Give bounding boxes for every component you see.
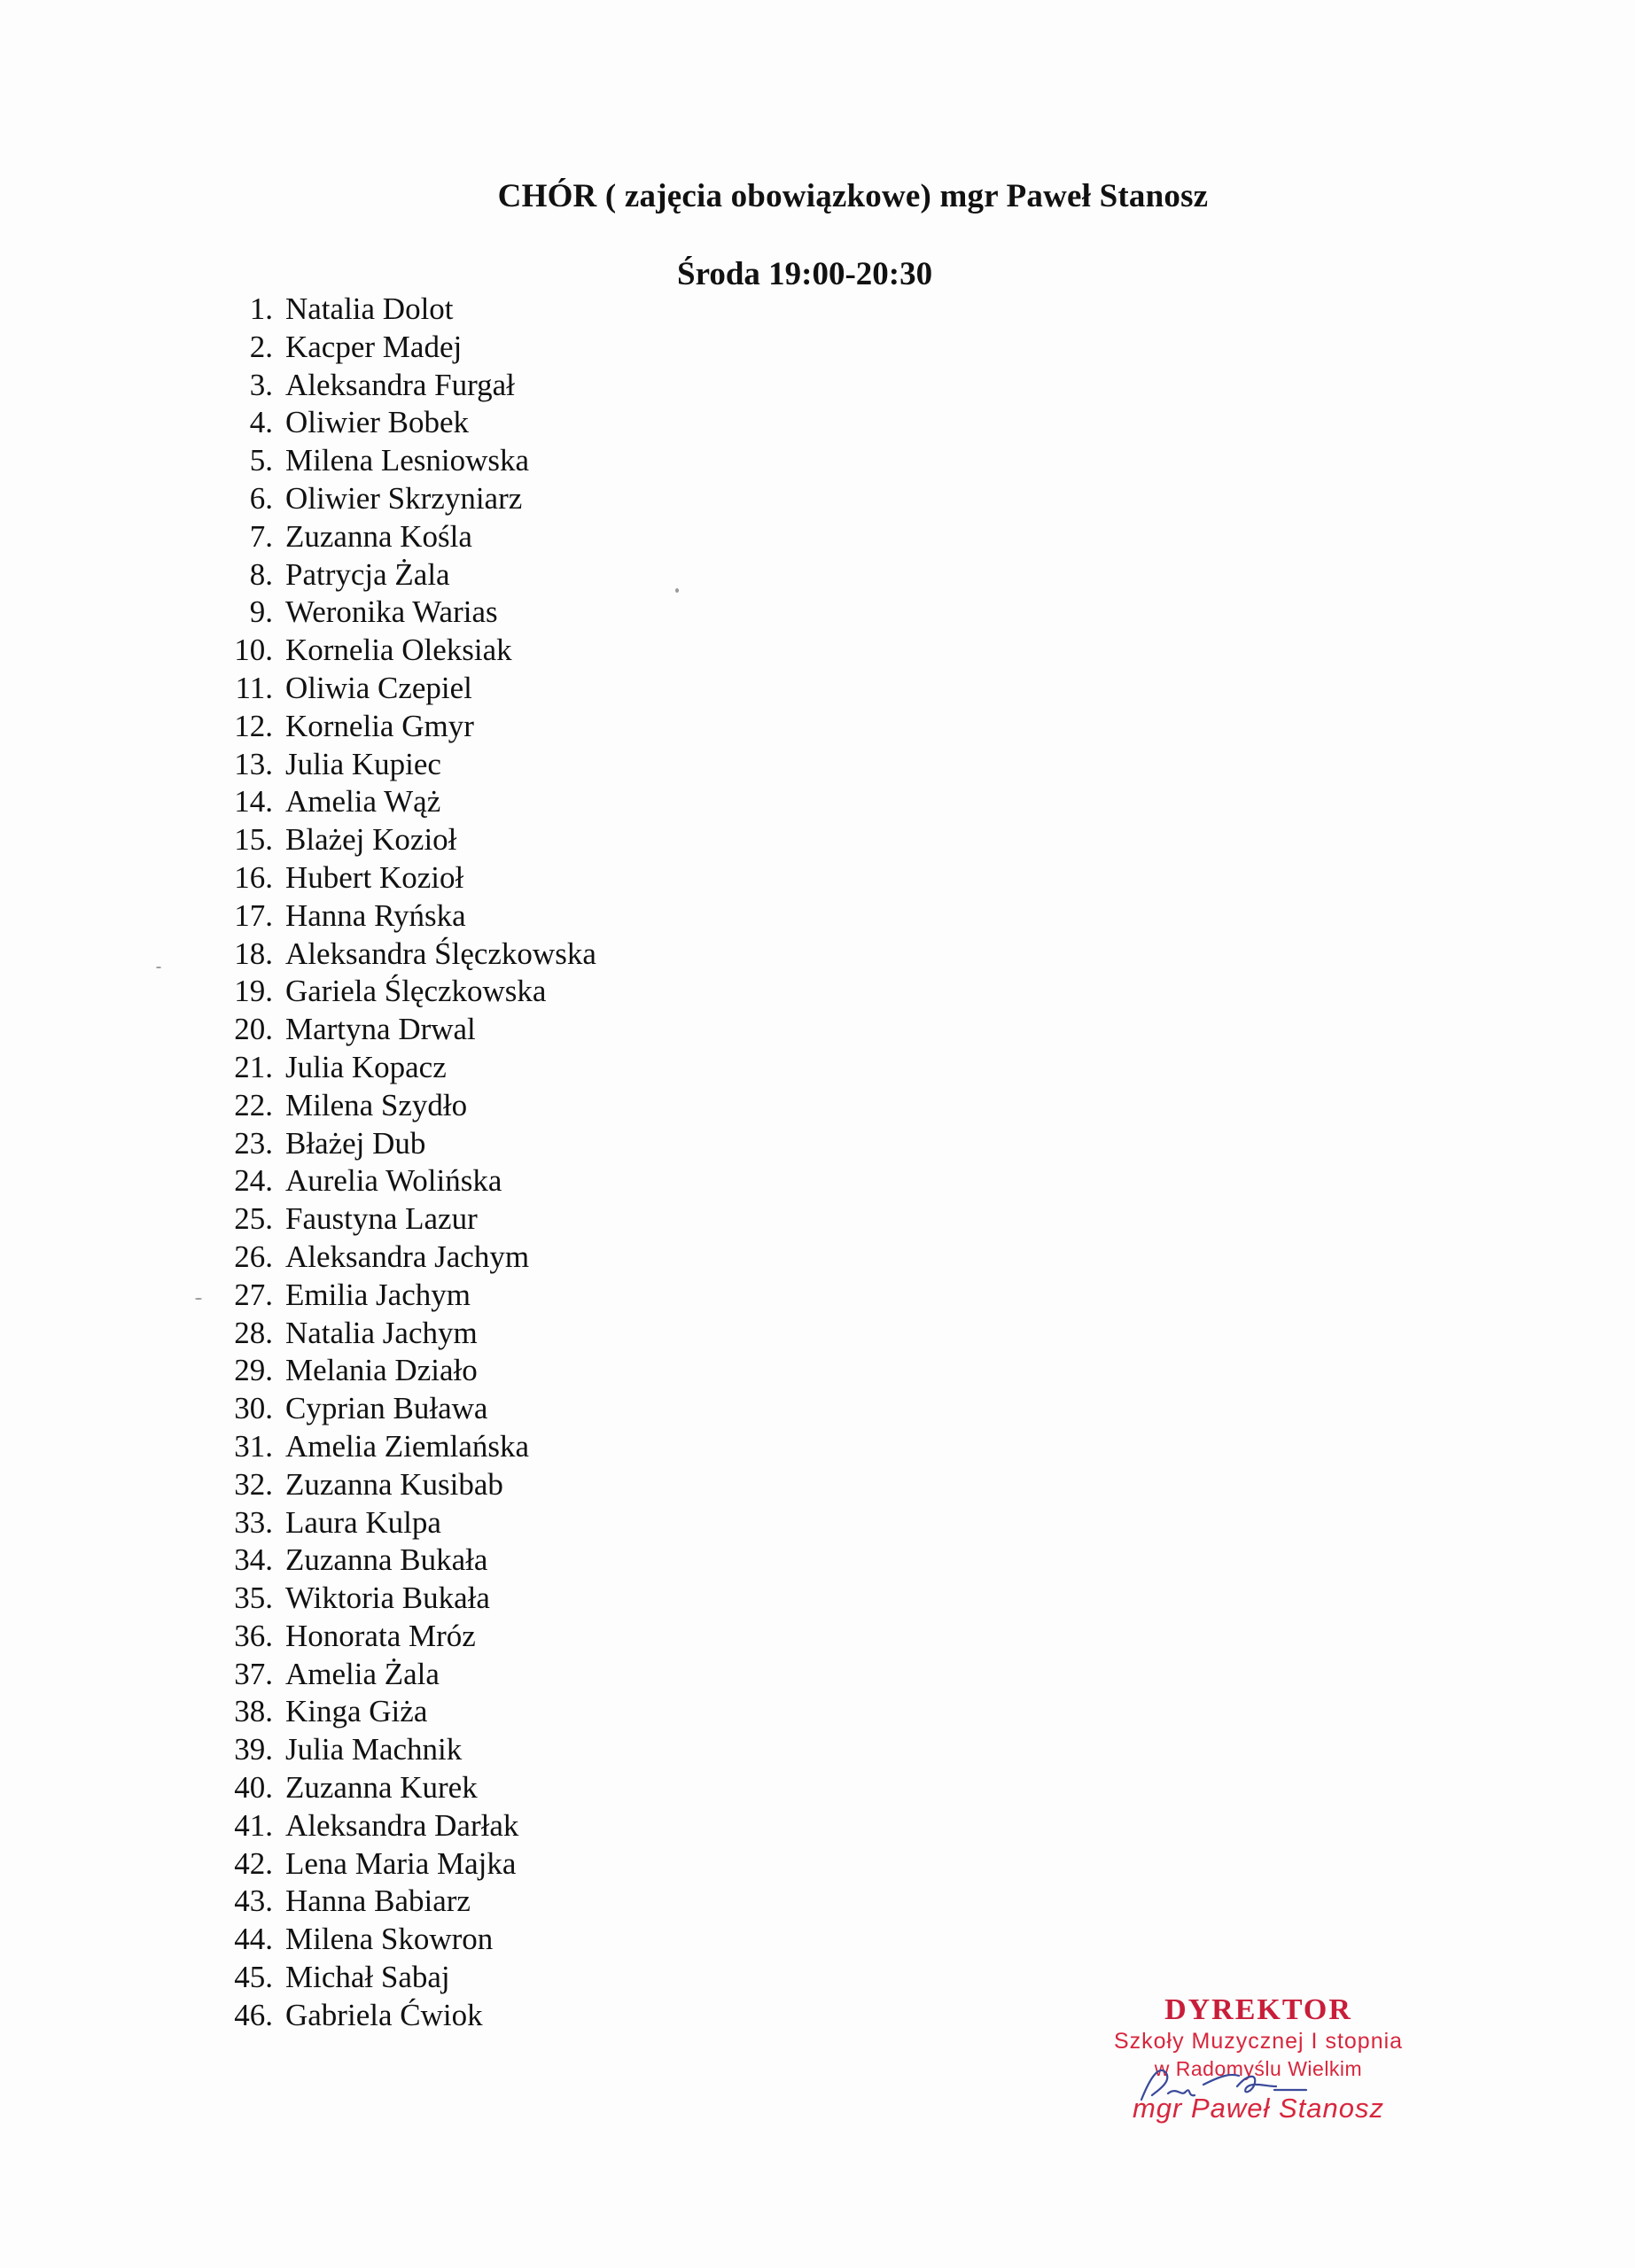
document-title: CHÓR ( zajęcia obowiązkowe) mgr Paweł Stanosz (497, 178, 1209, 214)
list-item-number: 23. (234, 1125, 273, 1161)
student-name: Emilia Jachym (285, 1277, 471, 1312)
list-item-number: 27. (234, 1277, 273, 1312)
list-item-number: 22. (234, 1087, 273, 1122)
list-item-number: 3. (249, 367, 273, 402)
list-item-number: 9. (249, 594, 273, 630)
list-item (213, 1162, 596, 1200)
student-name: Gariela Ślęczkowska (285, 974, 547, 1009)
list-item (213, 1504, 596, 1542)
list-item (213, 1239, 596, 1277)
list-item (213, 1731, 596, 1769)
list-item-number: 19. (234, 974, 273, 1009)
list-item-number: 5. (249, 443, 273, 478)
list-item (213, 1883, 596, 1921)
list-item-number: 35. (234, 1581, 273, 1616)
list-item-number: 13. (234, 746, 273, 781)
list-item-number: 4. (249, 405, 273, 440)
list-item (213, 1352, 596, 1390)
student-name: Aleksandra Jachym (285, 1239, 530, 1274)
list-item (213, 708, 596, 746)
student-list (213, 291, 596, 2035)
student-name: Milena Szydło (285, 1087, 468, 1122)
list-item (213, 442, 596, 480)
stamp-school-line: Szkoły Muzycznej I stopnia (1113, 2029, 1404, 2054)
list-item-number: 10. (234, 633, 273, 668)
list-item-number: 45. (234, 1960, 273, 1995)
list-item-number: 20. (234, 1012, 273, 1047)
student-name: Weronika Warias (285, 594, 498, 630)
list-item (213, 936, 596, 974)
list-item-number: 16. (234, 859, 273, 895)
list-item-number: 25. (234, 1201, 273, 1237)
student-name: Aleksandra Darłak (285, 1807, 519, 1843)
list-item-number: 43. (234, 1884, 273, 1919)
student-name: Natalia Jachym (285, 1315, 478, 1350)
list-item (213, 1428, 596, 1466)
list-item (213, 329, 596, 367)
student-name: Julia Kopacz (285, 1049, 447, 1084)
list-item (213, 594, 596, 632)
student-name: Amelia Żala (285, 1656, 440, 1691)
handwritten-signature (1133, 2060, 1310, 2113)
schedule-text: Środa 19:00-20:30 (677, 256, 933, 292)
list-item (213, 1542, 596, 1580)
list-item (213, 1011, 596, 1049)
list-item (213, 518, 596, 556)
list-item (213, 1580, 596, 1618)
list-item (213, 1466, 596, 1504)
scan-speck (156, 967, 161, 968)
student-name: Michał Sabaj (285, 1960, 450, 1995)
list-item-number: 40. (234, 1770, 273, 1806)
student-name: Aleksandra Furgał (285, 367, 515, 402)
student-name: Błażej Dub (285, 1125, 426, 1161)
list-item-number: 30. (234, 1391, 273, 1426)
student-name: Zuzanna Bukała (285, 1542, 488, 1578)
student-name: Aurelia Wolińska (285, 1163, 502, 1199)
student-name: Oliwia Czepiel (285, 670, 472, 705)
student-name: Gabriela Ćwiok (285, 1997, 483, 2032)
student-name: Zuzanna Kurek (285, 1770, 478, 1806)
list-item (213, 1390, 596, 1428)
student-name: Zuzanna Kośla (285, 518, 472, 554)
list-item (213, 1618, 596, 1656)
student-name: Kornelia Oleksiak (285, 633, 512, 668)
list-item-number: 7. (249, 518, 273, 554)
student-name: Milena Skowron (285, 1922, 494, 1957)
student-name: Hanna Babiarz (285, 1884, 471, 1919)
list-item (213, 1769, 596, 1807)
student-name: Melania Działo (285, 1353, 478, 1388)
student-name: Kacper Madej (285, 329, 463, 364)
student-name: Oliwier Skrzyniarz (285, 480, 523, 516)
list-item (213, 973, 596, 1011)
list-item (213, 1959, 596, 1997)
list-item (213, 1125, 596, 1163)
student-name: Zuzanna Kusibab (285, 1466, 503, 1502)
list-item (213, 556, 596, 594)
list-item-number: 2. (249, 329, 273, 364)
student-name: Julia Kupiec (285, 746, 441, 781)
list-item (213, 859, 596, 897)
list-item (213, 1693, 596, 1731)
student-name: Cyprian Buława (285, 1391, 488, 1426)
list-item-number: 8. (249, 556, 273, 592)
list-item-number: 6. (249, 480, 273, 516)
student-name: Amelia Ziemlańska (285, 1428, 530, 1464)
list-item-number: 36. (234, 1618, 273, 1653)
student-name: Aleksandra Ślęczkowska (285, 936, 596, 971)
scan-speck (675, 588, 679, 593)
student-name: Natalia Dolot (285, 291, 454, 326)
list-item (213, 1997, 596, 2035)
student-name: Martyna Drwal (285, 1012, 476, 1047)
list-item-number: 42. (234, 1845, 273, 1881)
student-name: Milena Lesniowska (285, 443, 530, 478)
list-item (213, 1277, 596, 1315)
list-item (213, 1200, 596, 1239)
list-item-number: 11. (235, 670, 273, 705)
list-item (213, 1807, 596, 1845)
list-item (213, 367, 596, 405)
student-name: Kinga Giża (285, 1694, 428, 1729)
student-name: Laura Kulpa (285, 1504, 441, 1540)
list-item-number: 18. (234, 936, 273, 971)
list-item-number: 39. (234, 1732, 273, 1767)
list-item-number: 12. (234, 708, 273, 743)
list-item (213, 404, 596, 442)
list-item-number: 44. (234, 1922, 273, 1957)
list-item-number: 26. (234, 1239, 273, 1274)
list-item (213, 1315, 596, 1353)
list-item-number: 31. (234, 1428, 273, 1464)
list-item (213, 291, 596, 329)
student-name: Oliwier Bobek (285, 405, 470, 440)
stamp-name: mgr Paweł Stanosz (1132, 2093, 1385, 2124)
student-name: Faustyna Lazur (285, 1201, 478, 1237)
list-item-number: 41. (234, 1807, 273, 1843)
student-name: Kornelia Gmyr (285, 708, 474, 743)
list-item (213, 1049, 596, 1087)
student-name: Hanna Ryńska (285, 897, 466, 933)
list-item-number: 24. (234, 1163, 273, 1199)
list-item (213, 1087, 596, 1125)
list-item-number: 28. (234, 1315, 273, 1350)
student-name: Lena Maria Majka (285, 1845, 517, 1881)
list-item-number: 37. (234, 1656, 273, 1691)
stamp-title: DYREKTOR (1164, 1993, 1352, 2026)
list-item (213, 821, 596, 859)
list-item-number: 29. (234, 1353, 273, 1388)
scan-speck (195, 1298, 202, 1300)
list-item-number: 15. (234, 822, 273, 858)
list-item-number: 32. (234, 1466, 273, 1502)
list-item-number: 17. (234, 897, 273, 933)
student-name: Patrycja Żala (285, 556, 450, 592)
student-name: Amelia Wąż (285, 784, 441, 819)
student-name: Julia Machnik (285, 1732, 463, 1767)
list-item (213, 746, 596, 784)
list-item (213, 1656, 596, 1694)
list-item (213, 670, 596, 708)
list-item-number: 34. (234, 1542, 273, 1578)
list-item-number: 38. (234, 1694, 273, 1729)
student-name: Hubert Kozioł (285, 859, 464, 895)
list-item-number: 21. (234, 1049, 273, 1084)
list-item-number: 33. (234, 1504, 273, 1540)
list-item (213, 1845, 596, 1884)
list-item-number: 1. (249, 291, 273, 326)
list-item-number: 14. (234, 784, 273, 819)
student-name: Blażej Kozioł (285, 822, 457, 858)
list-item (213, 480, 596, 518)
list-item (213, 783, 596, 821)
student-name: Wiktoria Bukała (285, 1581, 490, 1616)
list-item-number: 46. (234, 1997, 273, 2032)
list-item (213, 632, 596, 670)
student-name: Honorata Mróz (285, 1618, 476, 1653)
list-item (213, 1921, 596, 1959)
stamp-location-line: w Radomyślu Wielkim (1154, 2057, 1363, 2080)
list-item (213, 897, 596, 936)
